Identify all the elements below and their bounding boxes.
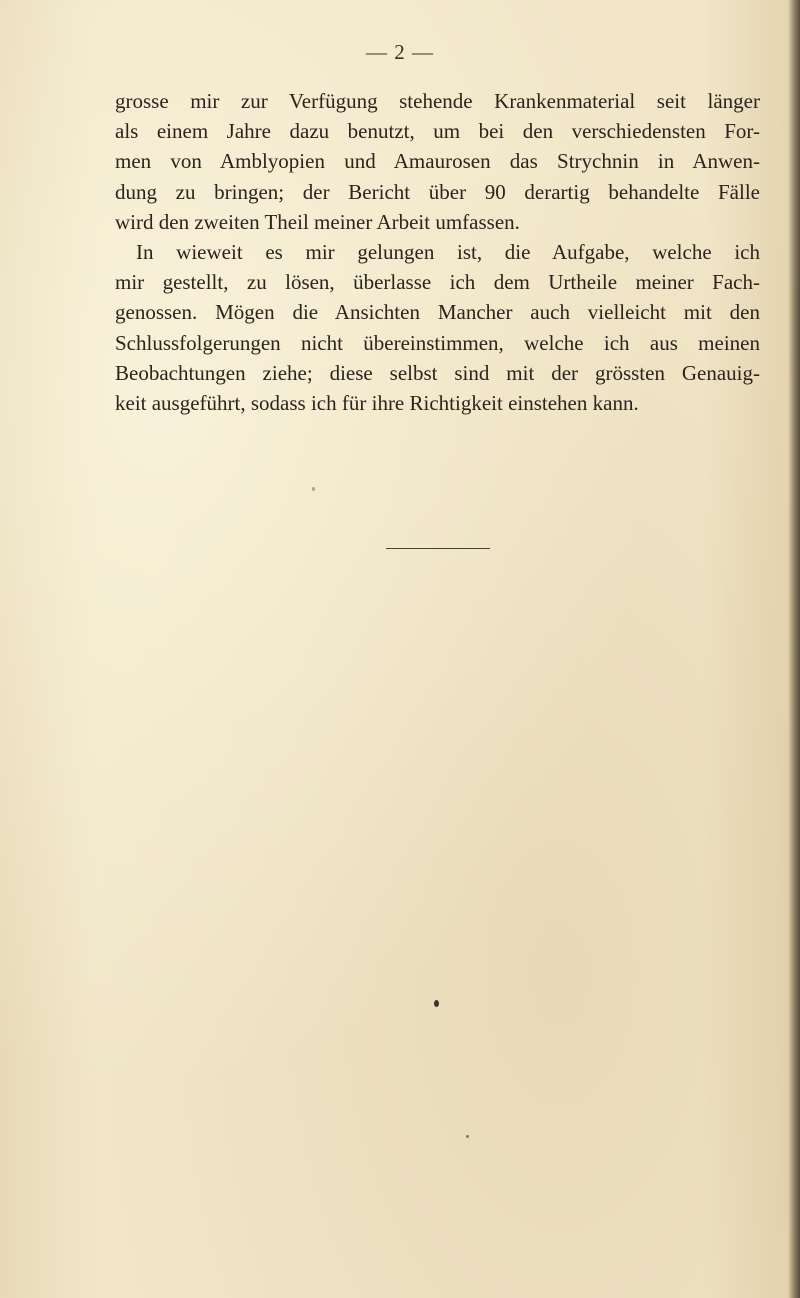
text-line: In wieweit es mir gelungen ist, die Aufgabe, welche ich — [136, 240, 760, 265]
page-number: — 2 — — [366, 40, 434, 64]
text-line: keit ausgeführt, sodass ich für ihre Richtigkeit einstehen kann. — [115, 391, 639, 416]
text-line: Schlussfolgerungen nicht übereinstimmen, welche ich aus meinen — [115, 330, 760, 355]
ink-speck — [466, 1135, 469, 1138]
text-line: mir gestellt, zu lösen, überlasse ich dem Urtheile meiner Fach- — [115, 270, 760, 295]
text-line: als einem Jahre dazu benutzt, um bei den verschiedensten For- — [115, 119, 760, 144]
binding-edge — [788, 0, 800, 1298]
text-line: dung zu bringen; der Bericht über 90 derartig behandelte Fälle — [115, 179, 760, 204]
text-line: grosse mir zur Verfügung stehende Krankenmaterial seit länger — [115, 89, 760, 113]
text-line: men von Amblyopien und Amaurosen das Strychnin in Anwen- — [115, 149, 760, 174]
ink-speck — [312, 487, 315, 491]
text-line: Beobachtungen ziehe; diese selbst sind mit der grössten Genauig- — [115, 360, 760, 385]
text-line: wird den zweiten Theil meiner Arbeit umfassen. — [115, 209, 520, 234]
body-text — [115, 86, 760, 418]
text-line: genossen. Mögen die Ansichten Mancher auch vielleicht mit den — [115, 300, 760, 325]
section-divider — [386, 548, 490, 549]
ink-speck — [434, 1000, 439, 1007]
